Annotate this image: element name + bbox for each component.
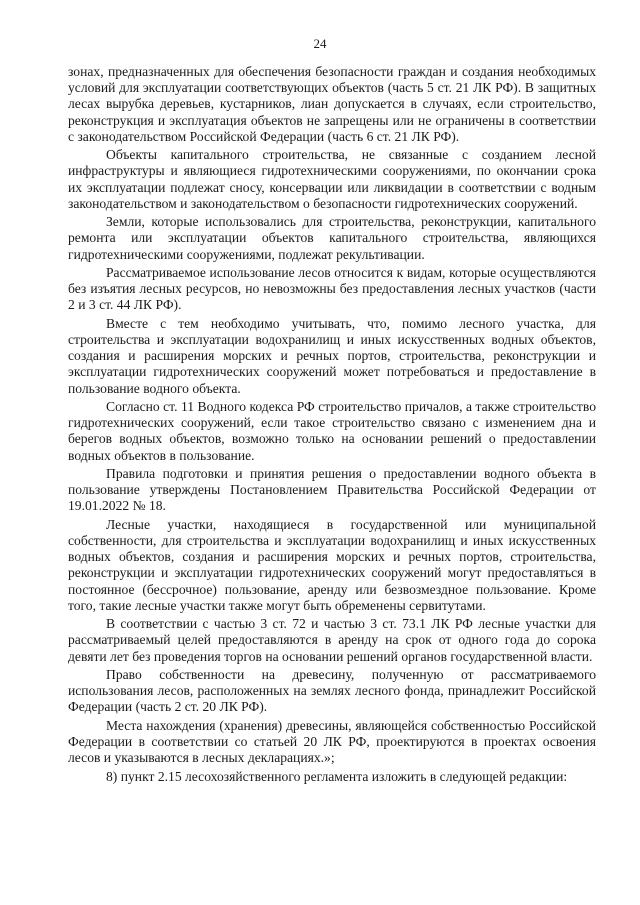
- paragraph: Рассматриваемое использование лесов относится к видам, которые осуществляются без изъятия лесных ресурсов, но невозможны без предоставления лесных участков (части 2 и 3 ст. 44 ЛК РФ).: [68, 265, 596, 313]
- paragraph: Правила подготовки и принятия решения о предоставлении водного объекта в пользование утверждены Постановлением Правительства Российской Федерации от 19.01.2022 № 18.: [68, 466, 596, 514]
- paragraph: Объекты капитального строительства, не связанные с созданием лесной инфраструктуры и являющиеся гидротехническими сооружениями, по окончании срока их эксплуатации подлежат сносу, консервации или ликвидации в соответствии с водным законодательством и законодательством о безопасности гидротехнических сооружений.: [68, 147, 596, 211]
- paragraph: 8) пункт 2.15 лесохозяйственного регламента изложить в следующей редакции:: [106, 768, 568, 784]
- paragraph: Места нахождения (хранения) древесины, являющейся собственностью Российской Федерации в соответствии со статьей 20 ЛК РФ, проектируются в проектах освоения лесов и указываются в лесных декларациях.»;: [68, 717, 596, 766]
- paragraph: Согласно ст. 11 Водного кодекса РФ строительство причалов, а также строительство гидротехнических сооружений, если такое строительство связано с изменением дна и берегов водных объектов, возможно только на основании решений о предоставлении водных объектов в пользование.: [68, 399, 596, 463]
- paragraph: В соответствии с частью 3 ст. 72 и частью 3 ст. 73.1 ЛК РФ лесные участки для рассматриваемый целей предоставляются в аренду на срок от одного года до сорока девяти лет без проведения торгов на основании решений органов государственной власти.: [68, 616, 596, 664]
- document-body: [68, 64, 596, 787]
- paragraph: Земли, которые использовались для строительства, реконструкции, капитального ремонта или эксплуатации объектов капитального строительства, являющихся гидротехническими сооружениями, подлежат рекультивации.: [68, 214, 596, 262]
- paragraph: Право собственности на древесину, полученную от рассматриваемого использования лесов, расположенных на землях лесного фонда, принадлежит Российской Федерации (часть 2 ст. 20 ЛК РФ).: [68, 667, 596, 715]
- paragraph: Вместе с тем необходимо учитывать, что, помимо лесного участка, для строительства и эксплуатации водохранилищ и иных искусственных водных объектов, создания и расширения морских и речных портов, строительства, реконструкции и эксплуатации гидротехнических сооружений может потребоваться и предоставление в пользование водного объекта.: [68, 315, 596, 396]
- paragraph: зонах, предназначенных для обеспечения безопасности граждан и создания необходимых условий для эксплуатации соответствующих объектов (часть 5 ст. 21 ЛК РФ). В защитных лесах вырубка деревьев, кустарников, лиан допускается в случаях, если строительство, реконструкция и эксплуатация объектов не запрещены или не ограничены в соответствии с законодательством Российской Федерации (часть 6 ст. 21 ЛК РФ).: [68, 64, 596, 144]
- page-number: 24: [313, 36, 327, 51]
- paragraph: Лесные участки, находящиеся в государственной или муниципальной собственности, для строительства и эксплуатации водохранилищ и иных искусственных водных объектов, создания и расширения морских и речных портов, строительства, реконструкции и эксплуатации гидротехнических сооружений могут предоставляться в постоянное (бессрочное) пользование, аренду или безвозмездное пользование. Кроме того, такие лесные участки также могут быть обременены сервитутами.: [68, 516, 596, 613]
